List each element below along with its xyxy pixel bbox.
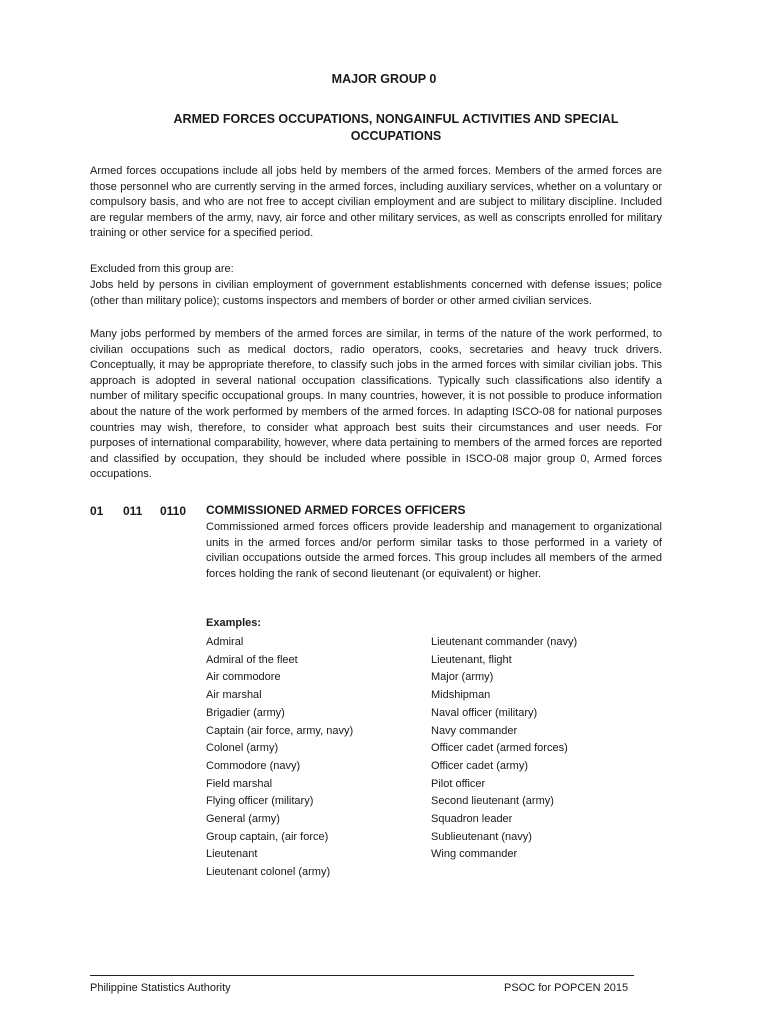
example-item: Air marshal <box>206 689 262 702</box>
examples-label: Examples: <box>206 617 262 629</box>
example-item: Colonel (army) <box>206 742 279 755</box>
example-item: Group captain, (air force) <box>206 830 329 843</box>
unit-code: 0110 <box>160 504 187 518</box>
footer-organization: Philippine Statistics Authority <box>90 982 231 994</box>
example-item: Lieutenant <box>206 848 258 861</box>
major-code: 01 <box>90 504 104 518</box>
examples-list-right <box>431 634 577 864</box>
example-item: Lieutenant commander (navy) <box>431 636 578 648</box>
example-item: Pilot officer <box>431 777 486 790</box>
comparability-paragraph: Many jobs performed by members of the armed forces are similar, in terms of the nature of the work performed, to civilian occupations such as medical doctors, radio operators, cooks, secretaries and heavy truck drivers. Conceptually, it may be appropriate therefore, to classify such jobs in the armed forces with similar civilian jobs. This approach is adopted in several national occupation classifications. Typically such classifications also identify a number of military specific occupational groups. In many countries, however, it is not possible to produce information about the nature of the work performed by members of the armed forces. In adapting ISCO-08 for national purposes countries may wish, therefore, to consider what approach best suits their circumstances and user needs. For purposes of international comparability, however, where data pertaining to members of the armed forces are reported and classified by occupation, they should be included where possible in ISCO-08 major group 0, Armed forces occupations. <box>90 328 662 481</box>
example-item: Officer cadet (army) <box>431 759 528 772</box>
example-item: Admiral of the fleet <box>206 653 298 666</box>
excluded-label: Excluded from this group are: <box>90 263 234 275</box>
example-item: Midshipman <box>431 689 491 702</box>
example-item: Naval officer (military) <box>431 706 538 719</box>
example-item: General (army) <box>206 813 280 826</box>
group-subtitle: ARMED FORCES OCCUPATIONS, NONGAINFUL ACTIVITIES AND SPECIAL OCCUPATIONS <box>173 112 619 143</box>
example-item: Brigadier (army) <box>206 706 285 719</box>
example-item: Sublieutenant (navy) <box>431 830 532 843</box>
example-item: Captain (air force, army, navy) <box>206 724 354 737</box>
footer-publication: PSOC for POPCEN 2015 <box>504 982 629 994</box>
example-item: Lieutenant colonel (army) <box>206 866 331 879</box>
footer-divider <box>90 975 634 976</box>
intro-paragraph: Armed forces occupations include all jobs held by members of the armed forces. Members of the armed forces are those personnel who are currently serving in the armed forces, including auxiliary services, whether on a voluntary or compulsory basis, and who are not free to accept civilian employment and are subject to military discipline. Included are regular members of the army, navy, air force and other military services, as well as conscripts enrolled for military training or other service for a specified period. <box>90 165 662 240</box>
example-item: Second lieutenant (army) <box>431 795 554 808</box>
example-item: Lieutenant, flight <box>431 653 512 666</box>
example-item: Flying officer (military) <box>206 795 314 808</box>
example-item: Wing commander <box>431 848 518 861</box>
section-description: Commissioned armed forces officers provide leadership and management to organizational units in the armed forces and/or perform similar tasks to those performed in a variety of civilian occupations outside the armed forces. This group includes all members of the armed forces holding the rank of second lieutenant (or equivalent) or higher. <box>206 521 662 580</box>
example-item: Officer cadet (armed forces) <box>431 742 568 755</box>
example-item: Navy commander <box>431 724 518 737</box>
excluded-paragraph: Jobs held by persons in civilian employment of government establishments concerned with defense issues; police (other than military police); customs inspectors and members of border or other armed civilian services. <box>90 279 662 307</box>
example-item: Major (army) <box>431 671 494 684</box>
example-item: Air commodore <box>206 671 281 684</box>
example-item: Commodore (navy) <box>206 759 301 772</box>
example-item: Field marshal <box>206 777 273 790</box>
major-group-title: MAJOR GROUP 0 <box>331 72 437 86</box>
example-item: Squadron leader <box>431 813 513 826</box>
examples-list-left <box>206 634 353 882</box>
example-item: Admiral <box>206 636 244 648</box>
section-title: COMMISSIONED ARMED FORCES OFFICERS <box>206 503 466 517</box>
minor-code: 011 <box>123 504 143 518</box>
